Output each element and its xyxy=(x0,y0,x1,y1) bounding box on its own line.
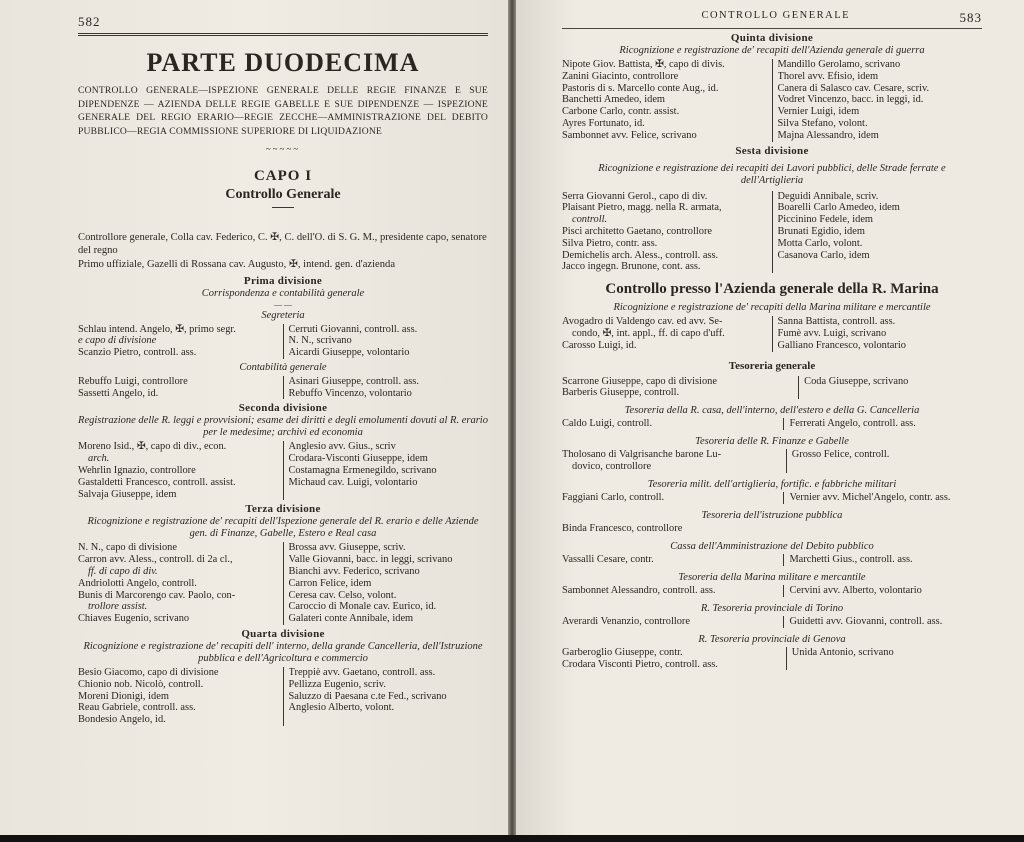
quarta-left-column xyxy=(78,667,283,726)
contabilita-heading: Contabilità generale xyxy=(239,361,327,373)
list-item: Motta Carlo, volont. xyxy=(777,237,863,249)
list-item: Grosso Felice, controll. xyxy=(791,449,890,461)
list-item: Banchetti Amedeo, idem xyxy=(562,94,666,106)
left-running-head xyxy=(78,14,488,30)
sesta-divisione-heading: Sesta divisione xyxy=(735,144,809,157)
cassa-debito-row xyxy=(562,554,982,566)
list-item: dovico, controllore xyxy=(572,460,652,472)
list-item: Avogadro di Valdengo cav. ed avv. Se- xyxy=(562,316,723,328)
terza-divisione-subtitle: Ricognizione e registrazione de' recapiti dell'Ispezione generale del R. erario e delle Aziende gen. di Finanze, Gabelle, Estero e Real casa xyxy=(87,516,479,540)
ornament: ~~~~~ xyxy=(265,144,301,154)
intro-primo-uffiziale: Primo uffiziale, Gazelli di Rossana cav. Augusto, ✠, intend. gen. d'azienda xyxy=(78,259,396,270)
right-page xyxy=(516,0,1024,835)
tesoreria-torino-row xyxy=(562,616,982,628)
list-item: Carron Felice, idem xyxy=(288,577,372,589)
list-item: Jacco ingegn. Brunone, cont. ass. xyxy=(562,261,701,273)
list-item: Reau Gabriele, controll. ass. xyxy=(78,702,196,714)
list-item: Anglesio avv. Gius., scriv xyxy=(288,441,396,453)
prima-dash: — — xyxy=(274,299,292,309)
tesoreria-marina-row xyxy=(562,585,982,597)
seconda-list xyxy=(78,441,488,500)
list-item: Asinari Giuseppe, controll. ass. xyxy=(288,375,419,387)
marina-list xyxy=(562,316,982,351)
list-item: Silva Stefano, volont. xyxy=(777,117,868,129)
list-item: e capo di divisione xyxy=(78,335,157,347)
list-item: Galateri conte Annibale, idem xyxy=(288,613,414,625)
tesoreria-militare-heading: Tesoreria milit. dell'artiglieria, fortific. e fabbriche militari xyxy=(647,478,897,490)
quinta-divisione-heading: Quinta divisione xyxy=(730,32,814,44)
list-item: Galliano Francesco, volontario xyxy=(777,339,906,351)
list-item: Cerruti Giovanni, controll. ass. xyxy=(288,323,418,335)
list-item: Treppiè avv. Gaetano, controll. ass. xyxy=(288,667,436,679)
segreteria-left-column xyxy=(78,324,283,359)
list-item: Michaud cav. Luigi, volontario xyxy=(288,476,418,488)
quinta-list xyxy=(562,59,982,142)
seconda-left-column xyxy=(78,441,283,500)
tesoreria-genova-list xyxy=(562,647,982,671)
cassa-debito-heading: Cassa dell'Amministrazione del Debito pubblico xyxy=(670,540,874,552)
marina-subtitle: Ricognizione e registrazione de' recapiti della Marina militare e mercantile xyxy=(613,302,931,314)
chapter-subtitle: Controllo Generale xyxy=(225,187,341,202)
chapter-title: CAPO I xyxy=(253,168,313,184)
list-item: Binda Francesco, controllore xyxy=(562,522,683,534)
list-item: Crodara-Visconti Giuseppe, idem xyxy=(288,453,428,465)
list-item: Coda Giuseppe, scrivano xyxy=(804,375,909,387)
list-item: Serra Giovanni Gerol., capo di div. xyxy=(562,190,708,202)
list-item: Nipote Giov. Battista, ✠, capo di divis. xyxy=(562,59,725,70)
list-item: Unida Antonio, scrivano xyxy=(791,646,894,658)
list-item: Guidetti avv. Giovanni, controll. ass. xyxy=(783,616,982,628)
list-item: Bianchi avv. Federico, scrivano xyxy=(288,566,420,578)
marina-right-column xyxy=(772,316,983,351)
list-item: Scarrone Giuseppe, capo di divisione xyxy=(562,375,717,387)
list-item: Averardi Venanzio, controllore xyxy=(562,615,691,627)
segreteria-right-column xyxy=(283,324,489,359)
quarta-list xyxy=(78,667,488,726)
list-item: Garberoglio Giuseppe, contr. xyxy=(562,646,683,658)
tesoreria-marina-heading: Tesoreria della Marina militare e mercantile xyxy=(678,571,866,583)
list-item: Sambonnet avv. Felice, scrivano xyxy=(562,129,697,141)
tesoreria-casa-heading: Tesoreria della R. casa, dell'interno, dell'estero e della G. Cancelleria xyxy=(624,405,920,417)
list-item: Barberis Giuseppe, controll. xyxy=(562,387,680,399)
segreteria-list xyxy=(78,324,488,359)
tesoreria-istruzione-heading: Tesoreria dell'istruzione pubblica xyxy=(701,509,843,521)
list-item: Brossa avv. Giuseppe, scriv. xyxy=(288,542,406,554)
list-item: Rebuffo Luigi, controllore xyxy=(78,375,188,387)
terza-right-column xyxy=(283,542,489,625)
list-item: Valle Giovanni, bacc. in leggi, scrivano xyxy=(288,554,453,566)
scan-bottom-edge xyxy=(0,835,1024,842)
list-item: controll. xyxy=(572,214,608,226)
list-item: Pisci architetto Gaetano, controllore xyxy=(562,225,713,237)
list-item: Deguidi Annibale, scriv. xyxy=(777,190,879,202)
list-item: Aicardi Giuseppe, volontario xyxy=(288,347,410,359)
list-item: Bunis di Marcorengo cav. Paolo, con- xyxy=(78,589,236,601)
intro-controllore: Controllore generale, Colla cav. Federico, C. ✠, C. dell'O. di S. G. M., presidente capo, senatore del regno xyxy=(78,232,487,256)
list-item: arch. xyxy=(88,453,110,465)
marina-left-column xyxy=(562,316,772,351)
list-item: Saluzzo di Paesana c.te Fed., scrivano xyxy=(288,690,447,702)
quinta-right-column xyxy=(772,59,983,142)
list-item: Boarelli Carlo Amedeo, idem xyxy=(777,202,900,214)
list-item: Majna Alessandro, idem xyxy=(777,129,879,141)
list-item: Ferrerati Angelo, controll. ass. xyxy=(783,418,982,430)
quarta-divisione-heading: Quarta divisione xyxy=(241,628,325,641)
list-item: Vassalli Cesare, contr. xyxy=(562,553,654,565)
list-item: N. N., capo di divisione xyxy=(78,542,177,554)
tesoreria-right-column xyxy=(798,376,982,400)
finanze-right-column xyxy=(786,449,982,473)
list-item: Moreni Dionigi, idem xyxy=(78,690,169,702)
list-item: Caldo Luigi, controll. xyxy=(562,418,653,430)
tesoreria-finanze-list xyxy=(562,449,982,473)
list-item: Zanini Giacinto, controllore xyxy=(562,70,679,82)
tesoreria-casa-row xyxy=(562,418,982,430)
sesta-divisione-subtitle: Ricognizione e registrazione dei recapiti dei Lavori pubblici, delle Strade ferrate e dell'Artiglieria xyxy=(598,162,946,186)
list-item: Cervini avv. Alberto, volontario xyxy=(783,585,982,597)
list-item: Vernier Luigi, idem xyxy=(777,106,860,118)
list-item: Pellizza Eugenio, scriv. xyxy=(288,678,386,690)
list-item: ff. di capo di div. xyxy=(88,566,158,578)
header-rule xyxy=(562,28,982,29)
list-item: N. N., scrivano xyxy=(288,335,352,347)
list-item: Scanzio Pietro, controll. ass. xyxy=(78,347,197,359)
tesoreria-genova-heading: R. Tesoreria provinciale di Genova xyxy=(698,633,846,645)
tesoreria-finanze-heading: Tesoreria delle R. Finanze e Gabelle xyxy=(695,436,849,448)
list-item: Vernier avv. Michel'Angelo, contr. ass. xyxy=(783,492,982,504)
quarta-right-column xyxy=(283,667,489,726)
tesoreria-left-column xyxy=(562,376,798,400)
genova-right-column xyxy=(786,647,982,671)
list-item: Ceresa cav. Celso, volont. xyxy=(288,589,397,601)
list-item: condo, ✠, int. appl., ff. di capo d'uff. xyxy=(572,327,725,339)
list-item: Besio Giacomo, capo di divisione xyxy=(78,667,219,679)
tesoreria-torino-heading: R. Tesoreria provinciale di Torino xyxy=(700,602,844,614)
list-item: Salvaja Giuseppe, idem xyxy=(78,488,177,500)
list-item: Canera di Salasco cav. Cesare, scriv. xyxy=(777,82,930,94)
list-item: Silva Pietro, contr. ass. xyxy=(562,237,658,249)
list-item: Rebuffo Vincenzo, volontario xyxy=(288,387,412,399)
list-item: Chionio nob. Nicolò, controll. xyxy=(78,678,204,690)
prima-divisione-heading: Prima divisione xyxy=(243,274,323,287)
list-item: Pastoris di s. Marcello conte Aug., id. xyxy=(562,82,719,94)
terza-list xyxy=(78,542,488,625)
sesta-right-column xyxy=(772,191,983,274)
list-item: Carosso Luigi, id. xyxy=(562,339,637,351)
left-page xyxy=(0,0,508,835)
list-item: Tholosano di Valgrisanche barone Lu- xyxy=(562,449,722,461)
tesoreria-militare-row xyxy=(562,492,982,504)
marina-section-title: Controllo presso l'Azienda generale della R. Marina xyxy=(605,281,939,298)
seconda-divisione-heading: Seconda divisione xyxy=(238,402,328,415)
genova-left-column xyxy=(562,647,786,671)
page-number: 582 xyxy=(78,14,101,29)
header-rule xyxy=(78,33,488,36)
list-item: Schlau intend. Angelo, ✠, primo segr. xyxy=(78,323,236,335)
terza-left-column xyxy=(78,542,283,625)
list-item: Brunati Egidio, idem xyxy=(777,225,865,237)
list-item: Gastaldetti Francesco, controll. assist. xyxy=(78,476,236,488)
list-item: Carbone Carlo, contr. assist. xyxy=(562,106,680,118)
quinta-left-column xyxy=(562,59,772,142)
contabilita-list xyxy=(78,376,488,400)
right-running-head xyxy=(562,10,982,26)
tesoreria-istruzione-row xyxy=(562,523,982,535)
list-item: Moreno Isid., ✠, capo di div., econ. xyxy=(78,441,227,453)
quarta-divisione-subtitle: Ricognizione e registrazione de' recapiti dell' interno, della grande Cancelleria, dell'Istruzione pubblica e dell'Agricoltura e commercio xyxy=(83,641,483,665)
list-item: Andriolotti Angelo, controll. xyxy=(78,577,197,589)
list-item: Sanna Battista, controll. ass. xyxy=(777,316,896,328)
list-item: Piccinino Fedele, idem xyxy=(777,214,874,226)
list-item: Ayres Fortunato, id. xyxy=(562,117,645,129)
contabilita-right-column xyxy=(283,376,489,400)
seconda-divisione-subtitle: Registrazione delle R. leggi e provvisioni; esame dei diritti e degli emolumenti dovuti al R. erario per le medesime; archivi ed economia xyxy=(78,415,488,439)
list-item: Marchetti Gius., controll. ass. xyxy=(783,554,982,566)
list-item: Demichelis arch. Aless., controll. ass. xyxy=(562,249,719,261)
quinta-divisione-subtitle: Ricognizione e registrazione de' recapiti dell'Azienda generale di guerra xyxy=(619,45,925,56)
page-number: 583 xyxy=(959,10,982,25)
list-item: Vodret Vincenzo, bacc. in leggi, id. xyxy=(777,94,924,106)
list-item: trollore assist. xyxy=(88,601,148,613)
list-item: Mandillo Gerolamo, scrivano xyxy=(777,59,901,70)
list-item: Casanova Carlo, idem xyxy=(777,249,870,261)
list-item: Chiaves Eugenio, scrivano xyxy=(78,613,190,625)
finanze-left-column xyxy=(562,449,786,473)
tesoreria-general-list xyxy=(562,376,982,400)
seconda-right-column xyxy=(283,441,489,500)
list-item: Crodara Visconti Pietro, controll. ass. xyxy=(562,658,718,670)
list-item: Thorel avv. Efisio, idem xyxy=(777,70,879,82)
list-item: Faggiani Carlo, controll. xyxy=(562,491,665,503)
chapter-rule xyxy=(272,207,294,208)
part-description: CONTROLLO GENERALE—ISPEZIONE GENERALE DELLE REGIE FINANZE E SUE DIPENDENZE — AZIENDA DELLE REGIE GABELLE E SUE DIPENDENZE — ISPEZIONE GENERALE DEL REGIO ERARIO—REGIE ZECCHE—AMMINISTRAZIONE DEL DEBITO PUBBLICO—REGIA COMMISSIONE SUPERIORE DI LIQUIDAZIONE xyxy=(78,85,488,137)
tesoreria-heading: Tesoreria generale xyxy=(728,359,816,372)
running-head-title: CONTROLLO GENERALE xyxy=(701,10,851,21)
book-gutter xyxy=(508,0,516,835)
list-item: Fumè avv. Luigi, scrivano xyxy=(777,327,887,339)
part-title: PARTE DUODECIMA xyxy=(146,48,420,77)
sesta-list xyxy=(562,191,982,274)
list-item: Carron avv. Aless., controll. di 2a cl., xyxy=(78,554,233,566)
list-item: Plaisant Pietro, magg. nella R. armata, xyxy=(562,202,722,214)
terza-divisione-heading: Terza divisione xyxy=(245,503,321,516)
prima-divisione-subtitle: Corrispondenza e contabilità generale xyxy=(201,287,365,299)
list-item: Sassetti Angelo, id. xyxy=(78,387,159,399)
list-item: Costamagna Ermenegildo, scrivano xyxy=(288,465,437,477)
list-item: Bondesio Angelo, id. xyxy=(78,714,166,726)
list-item: Anglesio Alberto, volont. xyxy=(288,702,395,714)
segreteria-heading: Segreteria xyxy=(261,309,305,321)
contabilita-left-column xyxy=(78,376,283,400)
list-item: Sambonnet Alessandro, controll. ass. xyxy=(562,584,716,596)
sesta-left-column xyxy=(562,191,772,274)
list-item: Caroccio di Monale cav. Eurico, id. xyxy=(288,601,437,613)
list-item: Wehrlin Ignazio, controllore xyxy=(78,465,196,477)
